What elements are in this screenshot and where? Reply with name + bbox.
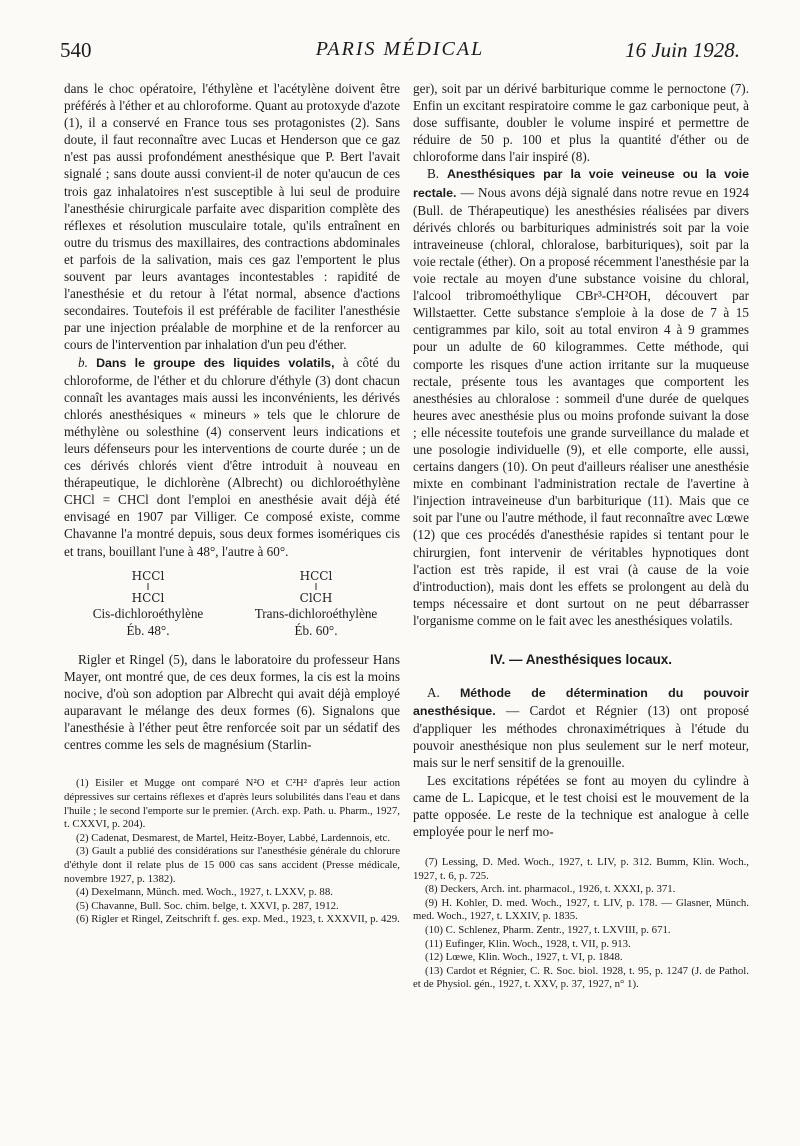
paragraph-label: B. xyxy=(427,166,440,182)
footnote: (6) Rigler et Ringel, Zeitschrift f. ges. exp. Med., 1923, t. XXXVII, p. 429. xyxy=(76,913,400,926)
journal-title: PARIS MÉDICAL xyxy=(315,38,485,60)
boiling-point: Éb. 48°. xyxy=(126,622,170,638)
paragraph-intravenous-rectal xyxy=(413,165,749,629)
formula-name: Trans-dichloroéthylène xyxy=(254,605,378,621)
footnote: (11) Eufinger, Klin. Woch., 1928, t. VII, p. 913. xyxy=(425,937,631,950)
paragraph-heading: Dans le groupe des liquides volatils, xyxy=(96,355,335,370)
formula-bottom: ClCH xyxy=(299,590,333,605)
footnotes-left xyxy=(64,777,400,927)
formula-top: HCCl xyxy=(299,568,333,583)
paragraph-volatile-liquids xyxy=(64,354,400,560)
left-column xyxy=(64,80,400,927)
paragraph-label: A. xyxy=(427,685,440,701)
paragraph-heading: Méthode de détermination du pouvoir anesthésique. xyxy=(413,686,749,719)
paragraph-continuation: ger), soit par un dérivé barbiturique comme le pernoctone (7). Enfin un excitant respiratoire comme le gaz carbonique peut, à dose suffisante, doubler le volume inspiré et permettre de réduire de 50 p. 100 et plus la quantité d'éther ou de chloroforme dans l'air inspiré (8). xyxy=(413,81,749,165)
footnote: (12) Lœwe, Klin. Woch., 1927, t. VI, p. 1848. xyxy=(425,951,623,964)
paragraph-method xyxy=(413,684,749,771)
paragraph-rigler: Rigler et Ringel (5), dans le laboratoire du professeur Hans Mayer, ont montré que, de ces deux formes, la cis est la moins nocive, d'où son adoption par Albrecht qui avait déjà employé auparavant le mélange des deux formes (6). Signalons que l'anesthésie à l'éther peut être renforcée soit par un sédatif des centres comme les sels de magnésium (Starlin- xyxy=(64,651,400,753)
chemical-formulas xyxy=(64,570,400,639)
double-bond: ‖ xyxy=(146,581,150,593)
page-number: 540 xyxy=(60,38,92,62)
footnotes-right xyxy=(413,856,749,992)
paragraph-heading: Anesthésiques par la voie veineuse ou la voie rectale. xyxy=(413,167,750,200)
footnote: (8) Deckers, Arch. int. pharmacol., 1926, t. XXXI, p. 371. xyxy=(425,883,676,896)
formula-cis xyxy=(64,570,232,639)
formula-bottom: HCCl xyxy=(131,590,165,605)
paragraph-gases: dans le choc opératoire, l'éthylène et l'acétylène doivent être préférés à l'éther et au chloroforme. Quant au protoxyde d'azote (1), il a conservé en France tous ses protagonistes (2). Sans doute, il faut reconnaître avec Lucas et Henderson que ce gaz n'est pas aussi profondément anesthésique que P. Bert l'avait signalé ; sans doute aussi convient-il de noter qu'aucun de ces trois gaz inhalatoires n'est susceptible à lui seul de produire l'anesthésie chirurgicale parfaite avec disparition complète des réflexes et résolution musculaire totale, qu'ils entraînent en outre du trismus des maxillaires, des contractions abdominales et parfois de la salivation, mais ces gaz l'emportent le plus souvent par leurs avantages incontestables : rapidité de l'anesthésie et du retour à l'état normal, absence d'actions secondaires. Toutefois il est préférable de faciliter l'anesthésie par une injection préalable de morphine et de la renforcer au cours de l'intervention par inhalation d'un peu d'éther. xyxy=(64,81,400,353)
footnote: (13) Cardot et Régnier, C. R. Soc. biol. 1928, t. 95, p. 1247 (J. de Pathol. et de Physiol. gén., 1927, t. XXV, p. 37, 1927, n° 1). xyxy=(413,964,749,991)
footnote: (4) Dexelmann, Münch. med. Woch., 1927, t. LXXV, p. 88. xyxy=(76,886,333,899)
formula-trans xyxy=(232,570,400,639)
paragraph-text: — Nous avons déjà signalé dans notre revue en 1924 (Bull. de Thérapeutique) les anesthésies réalisées par divers dérivés chlorés ou barbituriques administrés soit par la voie intraveineuse (chloral, chloralose, barbituriques), soit par la voie rectale (éther). On a proposé récemment l'anesthésie par la voie rectale au moyen d'une substance voisine du chloral, l'alcool tribromoéthylique CBr³-CH²OH, découvert par Willstaetter. Cette substance s'emploie à la dose de 7 à 15 centigrammes par kilo, soit au total environ 4 à 9 grammes pour un adulte de 60 kilogrammes. Cette méthode, qui comporte les risques d'une action irritante sur la muqueuse rectale, présente tous les avantages que comportent les anesthésies au chloralose : sommeil d'une durée de quelques heures avec anesthésie plus ou moins profonde suivant la dose ; elle nécessite toutefois une grande surveillance du malade et une posologie individuelle (9), et elle comporte, elle aussi, certains dangers (10). On peut d'ailleurs réaliser une anesthésie mixte en combinant l'administration rectale de l'avertine à l'injection intraveineuse d'un barbiturique (11). Mais que ce soit par l'une ou l'autre méthode, il faut reconnaître avec Lœwe (12) que ces procédés d'anesthésie rapides si tentant pour le chirurgien, font intervenir de véritables hypnotiques dont l'action est très rapide, il est vrai (à cause de la voie d'introduction), mais dont les effets se prolongent au delà du temps nécessaire et dont surtout on ne peut débarrasser l'organisme comme on le fait avec les anesthésiques volatils. xyxy=(413,184,750,628)
running-head xyxy=(60,38,740,68)
footnote: (5) Chavanne, Bull. Soc. chim. belge, t. XXVI, p. 287, 1912. xyxy=(76,899,339,912)
footnote: (3) Gault a publié des considérations sur l'anesthésie générale du chlorure d'éthyle dont il relate plus de 15 000 cas sans accident (Presse médicale, novembre 1927, p. 1382). xyxy=(64,845,400,885)
footnote: (1) Eisiler et Mugge ont comparé N²O et C²H² d'après leur action dépressives sur certains réflexes et d'après leurs solubilités dans l'eau et dans l'huile ; le second l'emporte sur le premier. (Arch. exp. Path. u. Pharm., 1927, t. CXXVI, p. 204). xyxy=(64,777,400,831)
footnote: (9) H. Kohler, D. med. Woch., 1927, t. LIV, p. 178. — Glasner, Münch. med. Woch., 1927, t. LXXIV, p. 1835. xyxy=(413,896,749,923)
right-column xyxy=(413,80,749,992)
issue-date: 16 Juin 1928. xyxy=(625,38,740,62)
section-heading: IV. — Anesthésiques locaux. xyxy=(489,652,673,667)
footnote: (2) Cadenat, Desmarest, de Martel, Heitz-Boyer, Labbé, Lardennois, etc. xyxy=(76,831,391,844)
double-bond: ‖ xyxy=(314,581,318,593)
boiling-point: Éb. 60°. xyxy=(294,622,338,638)
paragraph-label: b. xyxy=(78,354,88,370)
formula-top: HCCl xyxy=(131,568,165,583)
footnote: (7) Lessing, D. Med. Woch., 1927, t. LIV, p. 312. Bumm, Klin. Woch., 1927, t. 6, p. 725. xyxy=(413,855,749,882)
formula-name: Cis-dichloroéthylène xyxy=(92,605,204,621)
paragraph-excitations: Les excitations répétées se font au moyen du cylindre à came de L. Lapicque, et le test choisi est le mouvement de la patte opposée. Le reste de la technique est analogue à celle employée pour le nerf mo- xyxy=(413,772,749,839)
footnote: (10) C. Schlenez, Pharm. Zentr., 1927, t. LXVIII, p. 671. xyxy=(425,923,671,936)
paragraph-text: à côté du chloroforme, de l'éther et du chlorure d'éthyle (3) dont chacun connaît les avantages mais aussi les inconvénients, les dérivés chlorés anesthésiques « mineurs » tels que le chlorure de méthylène ou solesthine (4) conservent leurs indications et leurs défenseurs pour les interventions de courte durée ; un de ces dérivés chlorés vient d'être introduit à nouveau en thérapeutique, le dichlorène (Albrecht) ou dichloroéthylène CHCl = CHCl dont l'emploi en anesthésie avait déjà été envisagé en 1907 par Villiger. Ce composé existe, comme Chavanne l'a montré depuis, sous deux formes isomériques cis et trans, bouillant l'une à 48°, l'autre à 60°. xyxy=(64,354,401,559)
paragraph-text: — Cardot et Régnier (13) ont proposé d'appliquer les méthodes chronaximétriques à l'étude du pouvoir anesthésique non plus seulement sur le nerf moteur, mais sur le nerf sensitif de la grenouille. xyxy=(413,703,750,771)
